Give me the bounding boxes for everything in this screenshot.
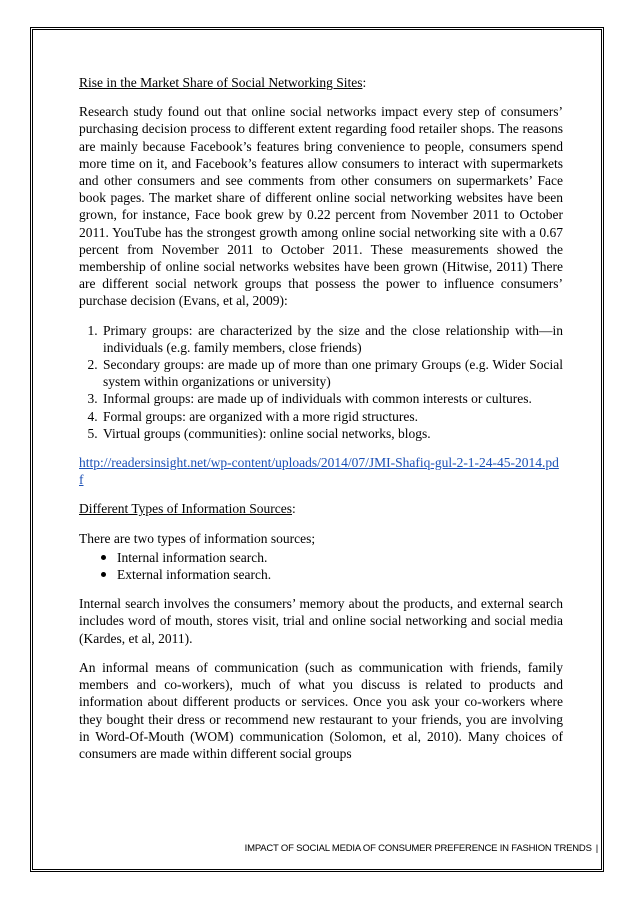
source-link[interactable]: http://readersinsight.net/wp-content/uploads/2014/07/JMI-Shafiq-gul-2-1-24-45-2014.pdf	[79, 455, 559, 488]
list-item: 3. Informal groups: are made up of individuals with common interests or cultures.	[101, 390, 563, 407]
heading-suffix: :	[292, 501, 296, 517]
list-item: Internal information search.	[117, 549, 563, 566]
heading-text: Different Types of Information Sources	[79, 501, 293, 517]
section-heading-information-sources	[79, 500, 563, 517]
social-groups-list	[79, 322, 563, 442]
information-sources-list	[79, 549, 563, 583]
list-item: 2. Secondary groups: are made up of more than one primary Groups (e.g. Wider Social system within organizations or university)	[101, 356, 563, 390]
heading-text: Rise in the Market Share of Social Networking Sites	[79, 75, 363, 90]
section-heading-market-share	[79, 74, 563, 91]
list-item: 4. Formal groups: are organized with a more rigid structures.	[101, 408, 563, 425]
page-footer	[0, 843, 598, 854]
wom-paragraph: An informal means of communication (such as communication with friends, family members and co-workers), much of what you discuss is related to products and information about different products or services. Once you ask your co-workers where they bought their dress or recommend new restaurant to your friends, you are involving in Word-Of-Mouth (WOM) communication (Solomon, et al, 2010). Many choices of consumers are made within different social groups	[79, 659, 563, 761]
market-share-paragraph: Research study found out that online social networks impact every step of consumers’ purchasing decision process to different extent regarding food retailer shops. The reasons are mainly because Facebook’s features bring convenience to people, consumers spend more time on it, and Facebook’s features allow consumers to interact with supermarkets and other consumers and see comments from other consumers on supermarkets’ Face book pages. The market share of different online social networking websites have been grown, for instance, Face book grew by 0.22 percent from November 2011 to October 2011. YouTube has the strongest growth among online social networking site with a 0.67 percent from November 2011 to October 2011. These measurements showed the membership of online social networks websites have been grown (Hitwise, 2011) There are different social network groups that possess the power to influence consumers’ purchase decision (Evans, et al, 2009):	[79, 104, 563, 309]
footer-separator: |	[595, 843, 598, 854]
list-item: 1. Primary groups: are characterized by the size and the close relationship with—in individuals (e.g. family members, close friends)	[101, 322, 563, 356]
list-item: External information search.	[117, 566, 563, 583]
heading-suffix: :	[362, 75, 367, 90]
internal-search-paragraph: Internal search involves the consumers’ memory about the products, and external search includes word of mouth, stores visit, trial and online social networking and social media (Kardes, et al, 2011).	[79, 596, 563, 646]
footer-text: IMPACT OF SOCIAL MEDIA OF CONSUMER PREFERENCE IN FASHION TRENDS	[244, 843, 592, 854]
list-item: 5. Virtual groups (communities): online social networks, blogs.	[101, 425, 563, 442]
document-body	[79, 74, 563, 774]
sources-intro: There are two types of information sources;	[79, 530, 316, 546]
